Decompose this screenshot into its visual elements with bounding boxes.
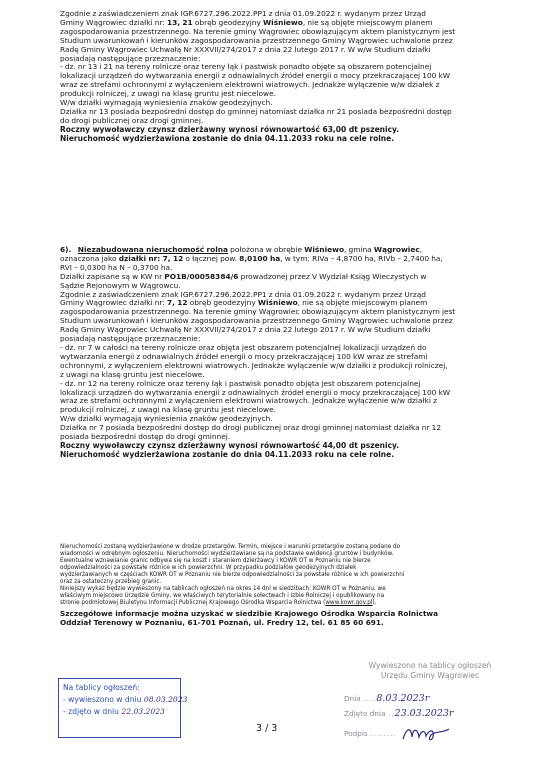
p1-line: - dz. nr 13 i 21 na tereny rolnicze oraz tereny łąk i pastwisk ponadto objęte są obszarem potencjalnej — [60, 62, 432, 72]
note-line: wydzierżawianych w częściach KOWR OT w Poznaniu nie bierze odpowiedzialności za powstałe różnice w ich powierzchni — [60, 572, 405, 578]
p1-line: W/w działki wymagają wyniesienia znaków geodezyjnych. — [60, 98, 273, 108]
note-line: wiadomości w odrębnym ogłoszeniu. Nieruchomości wydzierżawiane są na podstawie ewidencji gruntów i budynków. — [60, 551, 394, 557]
parcel-5-section — [60, 10, 510, 144]
contact-info-line: Szczegółowe informacje można uzyskać w siedzibie Krajowego Ośrodka Wsparcia Rolnictwa — [60, 609, 439, 618]
section-title: Niezabudowana nieruchomość rolna — [77, 245, 229, 254]
handwritten-date: 8.03.2023r — [376, 693, 430, 704]
p2-line: Działka nr 7 posiada bezpośredni dostęp do drogi publicznej oraz drogi gminnej natomiast działka nr 12 — [60, 423, 442, 433]
p2-line: Gminy Wągrowiec działki nr: 7, 12 obręb geodezyjny Wiśniewo, nie są objęte miejscowym planem — [60, 298, 428, 308]
stamp-title: Na tablicy ogłoszeń: — [63, 683, 140, 692]
rent-statement: Roczny wywoławczy czynsz dzierżawny wynosi równowartość 63,00 dt pszenicy. — [60, 124, 400, 134]
p1-line: lokalizacji urządzeń do wytwarzania energii z odnawialnych źródeł energii o mocy przekraczającej 100 kW — [60, 71, 451, 81]
p2-line: Studium uwarunkowań i kierunków zagospodarowania przestrzennego Gminy Wągrowiec uchwalone przez — [60, 316, 453, 326]
p2-line: RVI – 0,0300 ha N – 0,3700 ha. — [60, 262, 173, 272]
contact-info-line: Oddział Terenowy w Poznaniu, 61-701 Poznań, ul. Fredry 12, tel. 61 85 60 691. — [60, 618, 384, 627]
p2-line: Działki zapisane są w KW nr PO1B/00058384/6 prowadzonej przez V Wydział Ksiąg Wieczystych w — [60, 271, 427, 281]
stamp-removed-row: - zdjęto w dniu 22.03.2023 — [63, 707, 165, 716]
p2-line: lokalizacji urządzeń do wytwarzania energii z odnawialnych źródeł energii o mocy przekraczającej 100 kW — [60, 387, 451, 397]
p2-line: posiada bezpośredni dostęp do drogi gminnej. — [60, 432, 231, 442]
note-line: właściwym miejscowo Urzędzie Gminy, we właściwych terytorialnie sołectwach i Izbie Rolniczej i opublikowany na — [60, 593, 385, 599]
p1-line: Gminy Wągrowiec działki nr: 13, 21 obręb geodezyjny Wiśniewo, nie są objęte miejscowym planem — [60, 17, 433, 27]
p2-line: z uwagi na klasę gruntu jest niecelowe. — [60, 369, 205, 379]
lease-statement: Nieruchomość wydzierżawiona zostanie do dnia 04.11.2033 roku na cele rolne. — [60, 133, 395, 143]
p1-line: wraz ze strefami ochronnymi z wyłączeniem elektrowni wiatrowych. Jednakże wyłączenie w/w działek z — [60, 80, 440, 90]
p2-line: produkcji rolniczej, z uwagi na klasę gruntu jest niecelowe. — [60, 405, 276, 415]
handwritten-removed-date: 22.03.2023 — [121, 707, 165, 716]
section-number: 6). — [60, 245, 72, 254]
note-line: odpowiedzialności za powstałe różnice w ich powierzchni. W przypadku podziałów geodezyjnych działek — [60, 565, 357, 571]
p1-line: Działka nr 13 posiada bezpośredni dostęp do gminnej natomiast działka nr 21 posiada bezpośredni dostęp — [60, 106, 452, 116]
p2-line: wraz ze strefami ochronnymi z wyłączeniem elektrowni wiatrowych. Jednakże wyłączenie w/w działki z — [60, 396, 437, 406]
p1-line: do drogi publicznej oraz drogi gminnej. — [60, 115, 204, 125]
stamp-date-row: Dnia ....8.03.2023r — [344, 693, 430, 704]
note-line: stronie podmiotowej Biuletynu Informacji Publicznej Krajowego Ośrodka Wsparcia Rolnictwa (www.kowr.gov.pl). — [60, 600, 377, 606]
stamp-posted-row: - wywieszono w dniu 08.03.2023 — [63, 695, 188, 704]
municipal-office-stamp — [338, 660, 518, 760]
stamp-removed-row: Zdjęto dnia ..23.03.2023r — [344, 708, 454, 719]
parcel-6-section — [60, 246, 510, 460]
p1-line: posiadają następujące przeznaczenie: — [60, 53, 201, 63]
page-number: 3 / 3 — [256, 723, 278, 734]
p1-line: Zgodnie z zaświadczeniem znak IGP.6727.296.2022.PP1 z dnia 01.09.2022 r. wydanym przez Urząd — [60, 9, 426, 18]
p1-line: Radę Gminy Wągrowiec Uchwałą Nr XXXVII/274/2017 z dnia 22 lutego 2017 r. W w/w Studium działki — [60, 44, 431, 54]
p2-line: W/w działki wymagają wyniesienia znaków geodezyjnych. — [60, 414, 273, 424]
notes-section — [60, 544, 510, 627]
p2-line: zagospodarowania przestrzennego. Na terenie gminy Wągrowiec obowiązującym aktem planistycznym jest — [60, 307, 456, 317]
p1-line: zagospodarowania przestrzennego. Na terenie gminy Wągrowiec obowiązującym aktem planistycznym jest — [60, 26, 456, 36]
note-line: oraz za ostateczny przebieg granic. — [60, 579, 162, 585]
p2-line: - dz. nr 12 na tereny rolnicze oraz tereny łąk i pastwisk ponadto objęta jest obszarem potencjalnej — [60, 378, 421, 388]
p2-line: oznaczona jako działki nr: 7, 12 o łącznej pow. 8,0100 ha, w tym: RIVa – 4,8700 ha, RIVb – 2,7400 ha, — [60, 253, 443, 263]
rent-statement: Roczny wywoławczy czynsz dzierżawny wynosi równowartość 44,00 dt pszenicy. — [60, 440, 400, 450]
note-line: Niniejszy wykaz będzie wywieszony na tablicach ogłoszeń na okres 14 dni w siedzibach: KOWR OT w Poznaniu, we — [60, 586, 386, 592]
p2-line: posiadają następujące przeznaczenie: — [60, 334, 201, 344]
notice-board-stamp — [58, 678, 188, 738]
p2-line: ochronnymi, z wyłączeniem elektrowni wiatrowych. Jednakże wyłączenie w/w działki z produkcji rolniczej, — [60, 360, 448, 370]
stamp-office-name: Urzędu Gminy Wągrowiec — [380, 671, 480, 680]
stamp-heading: Wywieszono na tablicy ogłoszeń — [368, 661, 492, 670]
p2-heading-line: 6). Niezabudowana nieruchomość rolna położona w obrębie Wiśniewo, gmina Wągrowiec, — [60, 245, 423, 254]
p2-line: Sądzie Rejonowym w Wągrowcu. — [60, 280, 181, 290]
p2-line: Radę Gminy Wągrowiec Uchwałą Nr XXXVII/274/2017 z dnia 22 lutego 2017 r. W w/w Studium działki — [60, 325, 431, 335]
p2-line: - dz. nr 7 w całości na tereny rolnicze oraz objęta jest obszarem potencjalnej lokalizacji urządzeń do — [60, 342, 427, 352]
handwritten-removed-date: 23.03.2023r — [394, 708, 454, 719]
p2-line: Zgodnie z zaświadczeniem znak IGP.6727.296.2022.PP1 z dnia 01.09.2022 r. wydanym przez Urząd — [60, 289, 426, 299]
p1-line: Studium uwarunkowań i kierunków zagospodarowania przestrzennego Gminy Wągrowiec uchwalone przez — [60, 35, 453, 45]
handwritten-posted-date: 08.03.2023 — [143, 695, 188, 704]
lease-statement: Nieruchomość wydzierżawiona zostanie do dnia 04.11.2033 roku na cele rolne. — [60, 449, 395, 459]
p1-line: produkcji rolniczej, z uwagi na klasę gruntu jest niecelowe. — [60, 89, 276, 99]
stamp-signature-row: Podpis ........ — [344, 723, 459, 745]
p2-line: wytwarzania energii z odnawialnych źródeł energii o mocy przekraczającej 100 kW wraz ze strefami — [60, 351, 428, 361]
kowr-website-link[interactable]: www.kowr.gov.pl — [325, 600, 373, 606]
note-line: Nieruchomości zostaną wydzierżawione w drodze przetargów. Termin, miejsce i warunki przetargów zostaną podane do — [60, 544, 401, 550]
handwritten-signature — [399, 723, 459, 745]
note-line: Ewentualne wznawianie granic odbywa się na koszt i staraniem dzierżawcy i KOWR OT w Poznaniu nie bierze — [60, 558, 371, 564]
